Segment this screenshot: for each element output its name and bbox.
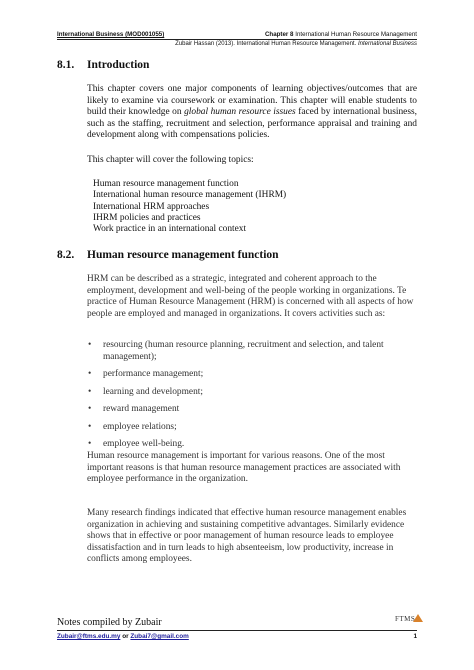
intro-paragraph [87,84,417,142]
list-item: IHRM policies and practices [93,212,201,223]
ftms-logo [395,611,423,627]
list-item [87,340,413,363]
section-title: Human resource management function [87,249,279,261]
bullet-icon: • [88,340,92,350]
bullet-icon: • [88,439,92,450]
citation-line [57,41,417,47]
footer-divider [57,630,417,631]
list-item: International human resource management (IHRM) [93,190,287,201]
list-item [87,439,413,451]
citation-prefix: Zubair Hassan (2013). International Human Resource Management. [175,41,357,47]
list-item-text: employee well-being. [103,439,185,450]
list-item-text: learning and development; [103,386,203,397]
hrm-definition-paragraph: HRM can be described as a strategic, integrated and coherent approach to the employment, development and well-being of the people working in organizations. Te practice of Human Resource Management (HRM) is concerned with all aspects of how people are employed and managed in organizations. It covers activities such as: [87,274,414,319]
intro-text-1: This chapter covers one major components of learning objectives/outcomes that are likely to examine via coursework or examination. This chapter will enable students to build their knowledge on [87,84,417,118]
research-paragraph: Many research findings indicated that effective human resource management enables organization in achieving and sustaining competitive advantages. Similarly evidence shows that in effective or poor management of human resource leads to employee dissatisfaction and in turn leads to high absenteeism, low productivity, increase in conflicts among employees. [87,508,407,565]
page-number: 1 [413,633,417,640]
list-item: International HRM approaches [93,201,210,212]
citation-source: International Business [357,41,417,47]
importance-paragraph: Human resource management is important for various reasons. One of the most important reasons is that human resource management practices are associated with employee performance in the organization. [87,451,401,485]
footer-note: Notes compiled by Zubair [57,617,162,628]
topics-intro: This chapter will cover the following topics: [87,155,254,165]
bullet-icon: • [88,369,92,380]
section-heading-introduction [57,59,149,71]
list-item [87,404,413,416]
intro-text-2: faced by international business, such as the staffing, recruitment and selection, performance appraisal and training and development along with compensations policies. [87,107,417,141]
email-link-gmail[interactable]: Zubai7@gmail.com [130,633,189,640]
section-number: 8.2. [57,249,75,261]
bullet-icon: • [88,404,92,415]
logo-mark-icon [413,614,423,622]
section-heading-hrm-function [57,249,279,261]
list-item: Human resource management function [93,179,239,189]
list-item-text: employee relations; [103,421,177,432]
list-item-text: reward management [103,404,180,415]
or-text: or [122,633,129,640]
list-item [87,422,413,434]
chapter-title: International Human Resource Management [295,31,417,38]
topics-list [93,179,286,235]
list-item-text: performance management; [103,369,204,380]
course-title: International Business (MOD001055) [57,31,165,38]
logo-text: FTMS [395,615,416,623]
chapter-heading [265,31,417,38]
activities-list [87,340,413,457]
intro-emphasis: global human resource issues [184,107,296,118]
list-item-text: resourcing (human resource planning, recruitment and selection, and talent management); [103,340,384,362]
email-link-ftms[interactable]: Zubair@ftms.edu.my [57,633,121,640]
list-item: Work practice in an international context [93,224,247,235]
chapter-label: Chapter 8 [264,31,294,38]
section-title: Introduction [87,59,150,71]
list-item [87,387,413,399]
list-item [87,369,413,381]
running-header [57,31,417,40]
footer-contact [57,633,189,640]
section-number: 8.1. [57,59,75,71]
bullet-icon: • [88,421,92,432]
bullet-icon: • [88,386,92,397]
